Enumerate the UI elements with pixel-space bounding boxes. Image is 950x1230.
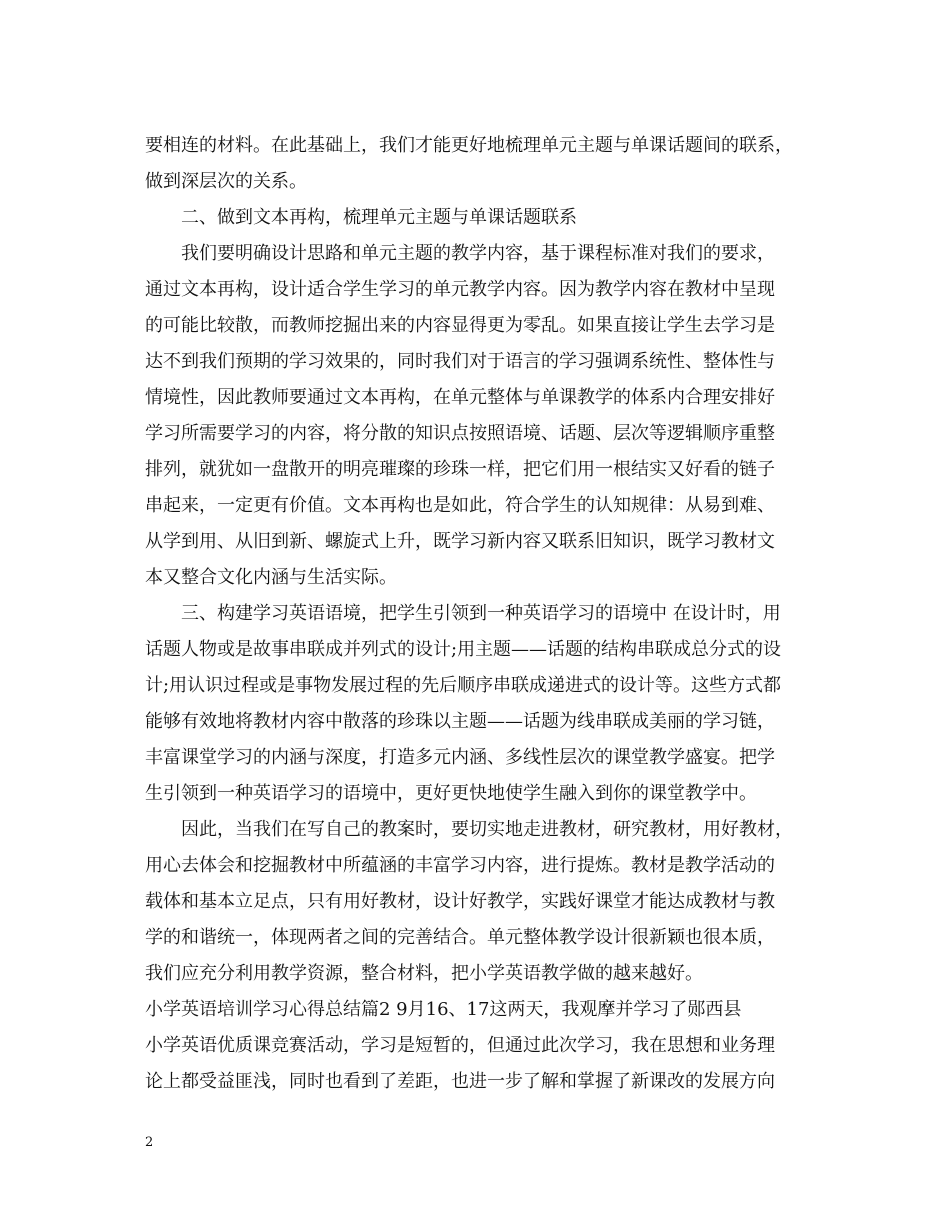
- text-line: 论上都受益匪浅，同时也看到了差距，也进一步了解和掌握了新课改的发展方向: [145, 1071, 775, 1092]
- text-line: 因此，当我们在写自己的教案时，要切实地走进教材，研究教材，用好教材，: [181, 819, 793, 840]
- text-line: 通过文本再构，设计适合学生学习的单元教学内容。因为教学内容在教材中呈现: [145, 279, 775, 300]
- text-line: 用心去体会和挖掘教材中所蕴涵的丰富学习内容，进行提炼。教材是教学活动的: [145, 855, 775, 876]
- text-line: 从学到用、从旧到新、螺旋式上升，既学习新内容又联系旧知识，既学习教材文: [145, 531, 775, 552]
- text-line: 本又整合文化内涵与生活实际。: [145, 567, 397, 588]
- text-line: 计;用认识过程或是事物发展过程的先后顺序串联成递进式的设计等。这些方式都: [145, 675, 782, 696]
- text-line: 学习所需要学习的内容，将分散的知识点按照语境、话题、层次等逻辑顺序重整: [145, 423, 775, 444]
- text-line: 达不到我们预期的学习效果的，同时我们对于语言的学习强调系统性、整体性与: [145, 351, 775, 372]
- text-line: 小学英语优质课竞赛活动，学习是短暂的，但通过此次学习，我在思想和业务理: [145, 1035, 775, 1056]
- text-line: 话题人物或是故事串联成并列式的设计;用主题——话题的结构串联成总分式的设: [145, 639, 782, 660]
- text-line: 情境性，因此教师要通过文本再构，在单元整体与单课教学的体系内合理安排好: [145, 387, 775, 408]
- text-line: 要相连的材料。在此基础上，我们才能更好地梳理单元主题与单课话题间的联系，: [145, 135, 793, 156]
- article-title-line: 小学英语培训学习心得总结篇2 9月16、17这两天，我观摩并学习了郧西县: [145, 999, 742, 1020]
- text-line: 串起来，一定更有价值。文本再构也是如此，符合学生的认知规律：从易到难、: [145, 495, 775, 516]
- text-line: 我们应充分利用教学资源，整合材料，把小学英语教学做的越来越好。: [145, 963, 703, 984]
- section-heading-2: 二、做到文本再构，梳理单元主题与单课话题联系: [181, 207, 577, 228]
- text-line: 学的和谐统一，体现两者之间的完善结合。单元整体教学设计很新颖也很本质，: [145, 927, 775, 948]
- text-line: 能够有效地将教材内容中散落的珍珠以主题——话题为线串联成美丽的学习链，: [145, 711, 775, 732]
- text-line: 排列，就犹如一盘散开的明亮璀璨的珍珠一样，把它们用一根结实又好看的链子: [145, 459, 775, 480]
- text-line: 做到深层次的关系。: [145, 171, 307, 192]
- text-line: 生引领到一种英语学习的语境中，更好更快地使学生融入到你的课堂教学中。: [145, 783, 757, 804]
- section-heading-3: 三、构建学习英语语境，把学生引领到一种英语学习的语境中 在设计时，用: [181, 603, 781, 624]
- body-text: [145, 128, 810, 1100]
- text-line: 丰富课堂学习的内涵与深度，打造多元内涵、多线性层次的课堂教学盛宴。把学: [145, 747, 775, 768]
- text-line: 的可能比较散，而教师挖掘出来的内容显得更为零乱。如果直接让学生去学习是: [145, 315, 775, 336]
- text-line: 我们要明确设计思路和单元主题的教学内容，基于课程标准对我们的要求，: [181, 243, 775, 264]
- page-number: 2: [145, 1135, 154, 1150]
- text-line: 载体和基本立足点，只有用好教材，设计好教学，实践好课堂才能达成教材与教: [145, 891, 775, 912]
